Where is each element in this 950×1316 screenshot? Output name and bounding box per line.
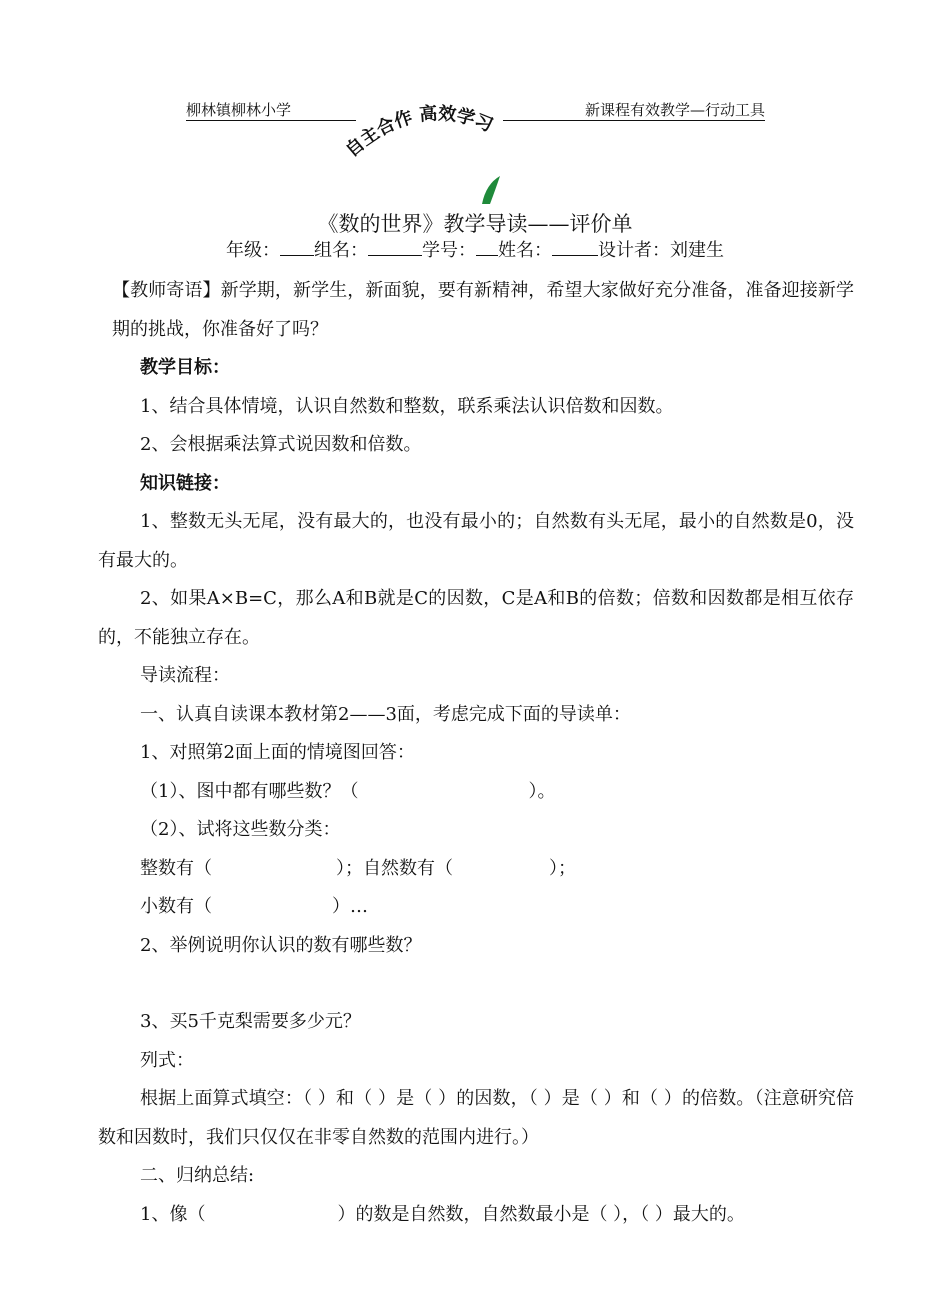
flow-heading: 导读流程：: [140, 665, 230, 686]
grade-label: 年级：: [226, 240, 280, 261]
question-1: 1、对照第2面上面的情境图回答：: [140, 742, 415, 763]
decimal-classify-line: [98, 888, 854, 927]
header-project: 新课程有效教学—行动工具: [503, 100, 765, 121]
step-1: 一、认真自读课本教材第2——3面，考虑完成下面的导读单：: [140, 703, 631, 725]
links-heading: 知识链接：: [140, 472, 230, 494]
group-blank: [368, 239, 422, 256]
link-1: 1、整数无头无尾，没有最大的，也没有最小的；自然数有头无尾，最小的自然数是0，没有最大的。: [98, 511, 854, 571]
integers-label: 整数有（: [140, 857, 212, 879]
page-title: 《数的世界》教学导读——评价单: [317, 212, 633, 236]
question-3: 3、买5千克梨需要多少元？: [140, 1011, 361, 1032]
step-2: 二、归纳总结:: [140, 1165, 255, 1186]
document-body: [98, 272, 854, 1234]
fill-in-paragraph: 根据上面算式填空：（ ）和（ ）是（ ）的因数，（ ）是（ ）和（ ）的倍数。（注意研究倍数和因数时，我们只仅仅在非零自然数的范围内进行。）: [98, 1088, 854, 1148]
logo-arc-text: 自主合作 高效学习: [341, 103, 496, 162]
svg-text:自主合作 高效学习: [341, 102, 496, 161]
header-school: 柳林镇柳林小学: [186, 100, 356, 121]
grade-blank: [280, 239, 314, 256]
naturals-label: ）；自然数有（: [336, 857, 453, 879]
student-no-label: 学号：: [422, 240, 476, 261]
decimals-end: ）…: [332, 896, 368, 917]
student-info-line: [0, 238, 950, 264]
question-1-1-text: （1）、图中都有哪些数？（: [140, 780, 359, 802]
goal-1: 1、结合具体情境，认识自然数和整数，联系乘法认识倍数和因数。: [140, 395, 674, 417]
naturals-end: ）；: [549, 857, 576, 879]
summary-1-end: ）的数是自然数，自然数最小是（ ），（ ）最大的。: [337, 1203, 745, 1225]
summary-1: [98, 1196, 854, 1235]
question-2: 2、举例说明你认识的数有哪些数？: [140, 934, 422, 956]
question-1-2: （2）、试将这些数分类：: [140, 819, 341, 840]
question-1-1-end: ）。: [528, 780, 556, 802]
goals-heading: 教学目标：: [140, 357, 230, 378]
group-label: 组名：: [314, 240, 368, 261]
summary-1-start: 1、像（: [140, 1203, 206, 1225]
designer-label: 设计者：刘建生: [598, 240, 724, 261]
integer-classify-line: [98, 850, 854, 889]
formula-line: 列式：: [140, 1049, 194, 1071]
leaf-icon: [482, 176, 500, 204]
link-2: 2、如果A×B=C，那么A和B就是C的因数，C是A和B的倍数；倍数和因数都是相互依存的，不能独立存在。: [98, 588, 854, 648]
goal-2: 2、会根据乘法算式说因数和倍数。: [140, 434, 422, 455]
decimals-label: 小数有（: [140, 896, 212, 917]
teacher-message: 【教师寄语】新学期，新学生，新面貌，要有新精神，希望大家做好充分准备，准备迎接新学期的挑战，你准备好了吗？: [112, 280, 854, 340]
student-no-blank: [476, 239, 498, 256]
name-blank: [552, 239, 598, 256]
answer-space: [98, 965, 854, 1003]
name-label: 姓名：: [498, 240, 552, 261]
question-1-1: [98, 773, 854, 812]
logo-emblem: [330, 96, 530, 214]
